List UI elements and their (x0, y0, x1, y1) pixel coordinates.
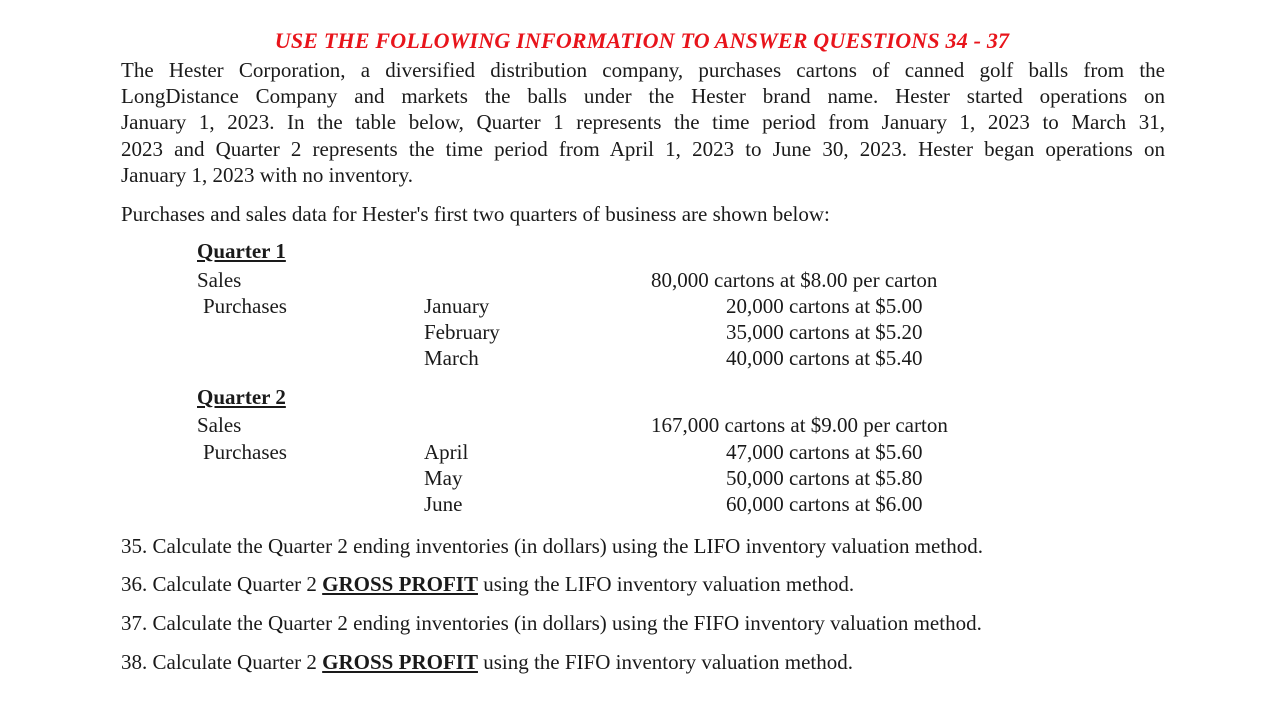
question-text: 37. Calculate the Quarter 2 ending inventories (in dollars) using the FIFO inventory valuation method. (121, 611, 982, 635)
data-intro-text: Purchases and sales data for Hester's first two quarters of business are shown below: (121, 202, 830, 226)
quarter-2-sales-value: 167,000 cartons at $9.00 per carton (651, 413, 948, 437)
intro-line: 2023 and Quarter 2 represents the time period from April 1, 2023 to June 30, 2023. Hester began operations on (121, 136, 1165, 161)
quarter-1-purchase-amount: 20,000 cartons at $5.00 (726, 294, 923, 318)
intro-line: January 1, 2023 with no inventory. (121, 162, 414, 187)
quarter-2-title: Quarter 2 (197, 385, 286, 409)
question-37 (121, 611, 982, 636)
quarter-2-purchases-label: Purchases (203, 440, 287, 464)
emphasis-term: GROSS PROFIT (322, 572, 478, 596)
question-38 (121, 650, 853, 675)
question-text: using the LIFO inventory valuation method. (477, 572, 855, 596)
section-heading: USE THE FOLLOWING INFORMATION TO ANSWER QUESTIONS 34 - 37 (274, 28, 1010, 53)
quarter-2-purchase-amount: 47,000 cartons at $5.60 (726, 440, 923, 464)
quarter-1-purchase-month: March (424, 346, 479, 370)
question-text: 36. Calculate Quarter 2 (121, 572, 323, 596)
question-text: 38. Calculate Quarter 2 (121, 650, 323, 674)
quarter-1-sales-label: Sales (197, 268, 242, 292)
question-text: 35. Calculate the Quarter 2 ending inventories (in dollars) using the LIFO inventory valuation method. (121, 534, 983, 558)
quarter-1-title: Quarter 1 (197, 239, 286, 263)
quarter-1-sales-value: 80,000 cartons at $8.00 per carton (651, 268, 938, 292)
quarter-2-purchase-amount: 50,000 cartons at $5.80 (726, 466, 923, 490)
quarter-2-purchase-month: April (424, 440, 469, 464)
quarter-2-purchase-month: June (424, 492, 463, 516)
quarter-2-purchase-amount: 60,000 cartons at $6.00 (726, 492, 923, 516)
quarter-2-purchase-month: May (424, 466, 463, 490)
question-35 (121, 534, 983, 559)
intro-line: The Hester Corporation, a diversified distribution company, purchases cartons of canned golf balls from the (121, 58, 1165, 82)
quarter-1-purchase-amount: 40,000 cartons at $5.40 (726, 346, 923, 370)
question-36 (121, 572, 854, 597)
quarter-1-purchases-label: Purchases (203, 294, 287, 318)
question-text: using the FIFO inventory valuation method. (477, 650, 853, 674)
intro-line: LongDistance Company and markets the balls under the Hester brand name. Hester started operations on (121, 84, 1165, 109)
quarter-1-purchase-month: January (424, 294, 490, 318)
intro-paragraph (121, 57, 1165, 188)
intro-line: January 1, 2023. In the table below, Quarter 1 represents the time period from January 1, 2023 to March 31, (121, 110, 1165, 135)
quarter-1-purchase-amount: 35,000 cartons at $5.20 (726, 320, 923, 344)
emphasis-term: GROSS PROFIT (322, 650, 478, 674)
quarter-2-sales-label: Sales (197, 413, 242, 437)
quarter-1-purchase-month: February (424, 320, 500, 344)
